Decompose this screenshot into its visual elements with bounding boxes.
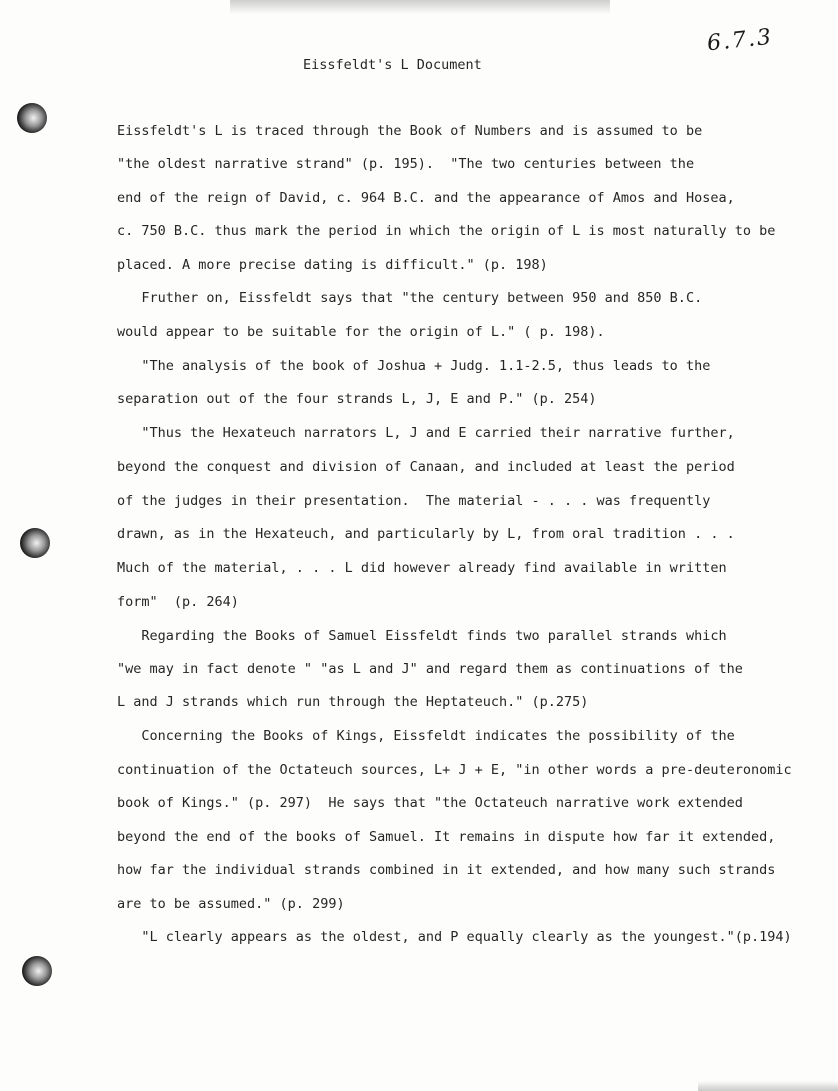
text-line: "the oldest narrative strand" (p. 195). "The two centuries between the (117, 156, 695, 172)
text-line: drawn, as in the Hexateuch, and particularly by L, from oral tradition . . . (117, 526, 735, 542)
document-title: Eissfeldt's L Document (303, 57, 482, 73)
text-line: "L clearly appears as the oldest, and P equally clearly as the youngest."(p.194) (117, 929, 792, 945)
text-line: Eissfeldt's L is traced through the Book of Numbers and is assumed to be (117, 123, 703, 139)
text-line: beyond the end of the books of Samuel. It remains in dispute how far it extended, (117, 829, 776, 845)
text-line: how far the individual strands combined in it extended, and how many such strands (117, 862, 776, 878)
scan-edge (698, 1081, 838, 1091)
text-line: would appear to be suitable for the origin of L." ( p. 198). (117, 324, 605, 340)
punch-hole-middle (20, 528, 50, 558)
text-line: "Thus the Hexateuch narrators L, J and E carried their narrative further, (117, 425, 735, 441)
punch-hole-top (17, 103, 47, 133)
text-line: "we may in fact denote " "as L and J" and regard them as continuations of the (117, 661, 743, 677)
scan-shadow (230, 0, 610, 14)
text-line: form" (p. 264) (117, 594, 239, 610)
text-line: "The analysis of the book of Joshua + Judg. 1.1-2.5, thus leads to the (117, 358, 711, 374)
text-line: c. 750 B.C. thus mark the period in which the origin of L is most naturally to be (117, 223, 776, 239)
text-line: of the judges in their presentation. The material - . . . was frequently (117, 493, 711, 509)
text-line: Fruther on, Eissfeldt says that "the century between 950 and 850 B.C. (117, 290, 703, 306)
handwritten-reference: 6.7.3 (705, 24, 775, 57)
text-line: continuation of the Octateuch sources, L+ J + E, "in other words a pre-deuteronomic (117, 762, 792, 778)
text-line: are to be assumed." (p. 299) (117, 896, 345, 912)
text-line: beyond the conquest and division of Canaan, and included at least the period (117, 459, 735, 475)
text-line: L and J strands which run through the Heptateuch." (p.275) (117, 694, 589, 710)
punch-hole-bottom (22, 956, 52, 986)
text-line: placed. A more precise dating is difficult." (p. 198) (117, 257, 548, 273)
text-line: book of Kings." (p. 297) He says that "the Octateuch narrative work extended (117, 795, 743, 811)
text-line: separation out of the four strands L, J, E and P." (p. 254) (117, 391, 597, 407)
text-line: Much of the material, . . . L did however already find available in written (117, 560, 727, 576)
text-line: Regarding the Books of Samuel Eissfeldt finds two parallel strands which (117, 628, 727, 644)
text-line: Concerning the Books of Kings, Eissfeldt indicates the possibility of the (117, 728, 735, 744)
text-line: end of the reign of David, c. 964 B.C. and the appearance of Amos and Hosea, (117, 190, 735, 206)
